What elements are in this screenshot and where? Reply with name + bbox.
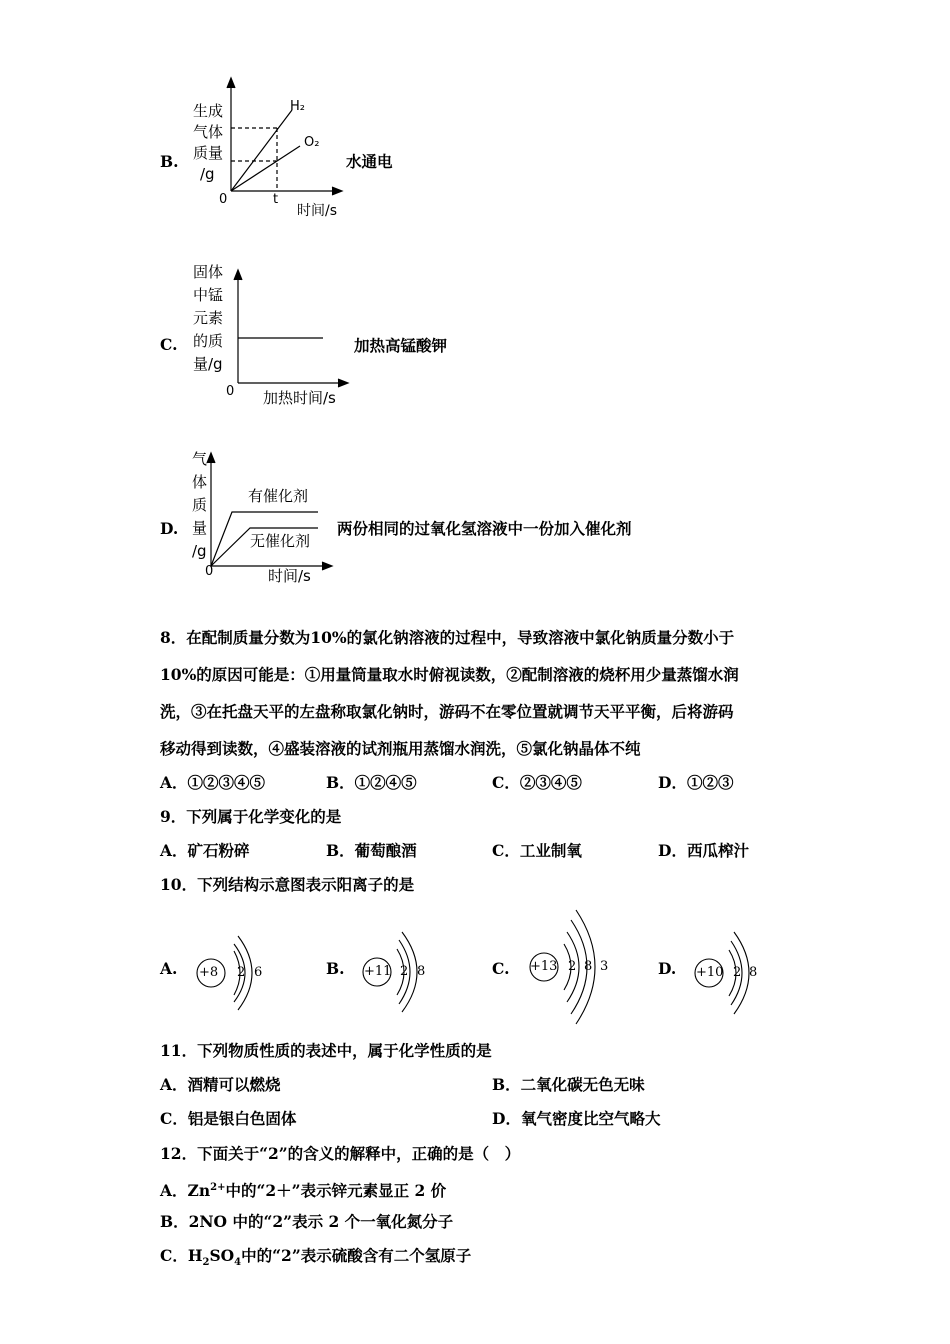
q12-option-a [160, 1178, 446, 1201]
q12-c-rest: 中的“2”表示硫酸含有二个氢原子 [241, 1246, 472, 1265]
graph-b-o2-label: O₂ [304, 135, 320, 150]
option-c-label: C. [160, 335, 178, 354]
q12-c-prefix: C．H [160, 1246, 203, 1265]
q12-c-mid: SO [209, 1246, 235, 1265]
q8-option-b: B．①②④⑤ [326, 773, 417, 792]
graph-d-ylabel-1: 气 [192, 450, 208, 468]
q8-line-2: 10%的原因可能是：①用量筒量取水时俯视读数，②配制溶液的烧杯用少量蒸馏水润 [160, 665, 739, 684]
q12-a-charge: 2+ [210, 1182, 226, 1193]
atom-a-nucleus-charge: +8 [199, 965, 219, 980]
graph-d-curve2-label: 无催化剂 [250, 532, 311, 550]
graph-c-ylabel-2: 中锰 [193, 286, 224, 304]
q12-c-sub2: 4 [234, 1257, 242, 1269]
graph-d-ylabel-4: 量 [192, 519, 208, 537]
q12-stem: 12．下面关于“2”的含义的解释中，正确的是（ ） [160, 1144, 521, 1163]
atom-d-nucleus-charge: +10 [696, 965, 724, 980]
q8-option-d: D．①②③ [658, 773, 734, 792]
atom-b-shell-1-count: 2 [400, 964, 409, 979]
graph-b-ylabel-1: 生成 [193, 102, 224, 120]
q10-option-b-label: B. [326, 959, 345, 978]
q12-a-prefix: A．Zn [160, 1181, 211, 1201]
graph-d-ylabel-3: 质 [192, 496, 208, 514]
graph-d-desc: 两份相同的过氧化氢溶液中一份加入催化剂 [337, 519, 632, 538]
graph-b-desc: 水通电 [346, 152, 393, 171]
atom-a-shell-2-count: 6 [254, 965, 263, 980]
graph-d-curve1-label: 有催化剂 [248, 487, 309, 505]
atom-c-shell-2-count: 8 [584, 959, 593, 974]
q8-line-3: 洗，③在托盘天平的左盘称取氯化钠时，游码不在零位置就调节天平平衡，后将游码 [160, 702, 734, 721]
atom-b-shell-2-count: 8 [417, 964, 426, 979]
atom-a-shell-1-count: 2 [237, 965, 246, 980]
q8-line-4: 移动得到读数，④盛装溶液的试剂瓶用蒸馏水润洗，⑤氯化钠晶体不纯 [160, 739, 641, 758]
graph-b-h2-label: H₂ [290, 99, 305, 114]
q11-option-a: A．酒精可以燃烧 [160, 1075, 281, 1094]
option-d-label: D. [160, 519, 179, 538]
graph-b-origin: 0 [219, 192, 228, 207]
graph-c-origin: 0 [226, 384, 235, 399]
atom-c-nucleus-charge: +13 [530, 959, 558, 974]
q11-stem: 11．下列物质性质的表述中，属于化学性质的是 [160, 1041, 492, 1060]
atom-c-shell-1-count: 2 [568, 959, 577, 974]
q9-option-b: B．葡萄酿酒 [326, 841, 417, 860]
graph-d-ylabel-2: 体 [192, 473, 208, 491]
graph-c-xlabel: 加热时间/s [263, 389, 336, 407]
q12-option-c [160, 1246, 471, 1273]
graph-d-ylabel-5: /g [192, 542, 207, 560]
q12-c-sub1: 2 [202, 1257, 210, 1269]
q10-option-c-label: C. [492, 959, 510, 978]
q8-option-a: A．①②③④⑤ [160, 773, 266, 792]
graph-c-ylabel-4: 的质 [193, 332, 224, 350]
option-b-label: B. [160, 152, 179, 171]
q8-option-c: C．②③④⑤ [492, 773, 582, 792]
graph-b-ylabel-3: 质量 [193, 144, 224, 162]
graph-b-ylabel-2: 气体 [193, 123, 224, 141]
q11-option-c: C．铝是银白色固体 [160, 1109, 297, 1128]
graph-b-xlabel: 时间/s [297, 203, 338, 219]
atom-d-shell-1-count: 2 [733, 965, 742, 980]
q9-stem: 9．下列属于化学变化的是 [160, 807, 342, 826]
q9-option-d: D．西瓜榨汁 [658, 841, 749, 860]
graph-c-desc: 加热高锰酸钾 [354, 336, 448, 355]
graph-b-t: t [273, 192, 279, 207]
graph-b-ylabel-4: /g [200, 165, 215, 183]
q9-option-a: A．矿石粉碎 [160, 841, 250, 860]
graph-c-ylabel-5: 量/g [193, 355, 223, 373]
q12-option-b: B．2NO 中的“2”表示 2 个一氧化氮分子 [160, 1212, 454, 1231]
graph-c-ylabel-3: 元素 [193, 309, 224, 327]
q11-option-b: B．二氧化碳无色无味 [492, 1075, 645, 1094]
graph-d-origin: 0 [205, 564, 214, 579]
atom-b-nucleus-charge: +11 [364, 964, 392, 979]
q10-option-d-label: D. [658, 959, 677, 978]
q9-option-c: C．工业制氧 [492, 841, 582, 860]
q10-stem: 10．下列结构示意图表示阳离子的是 [160, 875, 415, 894]
q11-option-d: D．氧气密度比空气略大 [492, 1109, 661, 1128]
graph-c-ylabel-1: 固体 [193, 263, 224, 281]
q12-a-rest: 中的“2＋”表示锌元素显正 2 价 [225, 1181, 447, 1201]
q10-option-a-label: A. [160, 959, 178, 978]
graph-d-xlabel: 时间/s [268, 567, 311, 585]
atom-c-shell-3-count: 3 [600, 959, 609, 974]
atom-d-shell-2-count: 8 [749, 965, 758, 980]
q8-line-1: 8．在配制质量分数为10%的氯化钠溶液的过程中，导致溶液中氯化钠质量分数小于 [160, 628, 735, 647]
